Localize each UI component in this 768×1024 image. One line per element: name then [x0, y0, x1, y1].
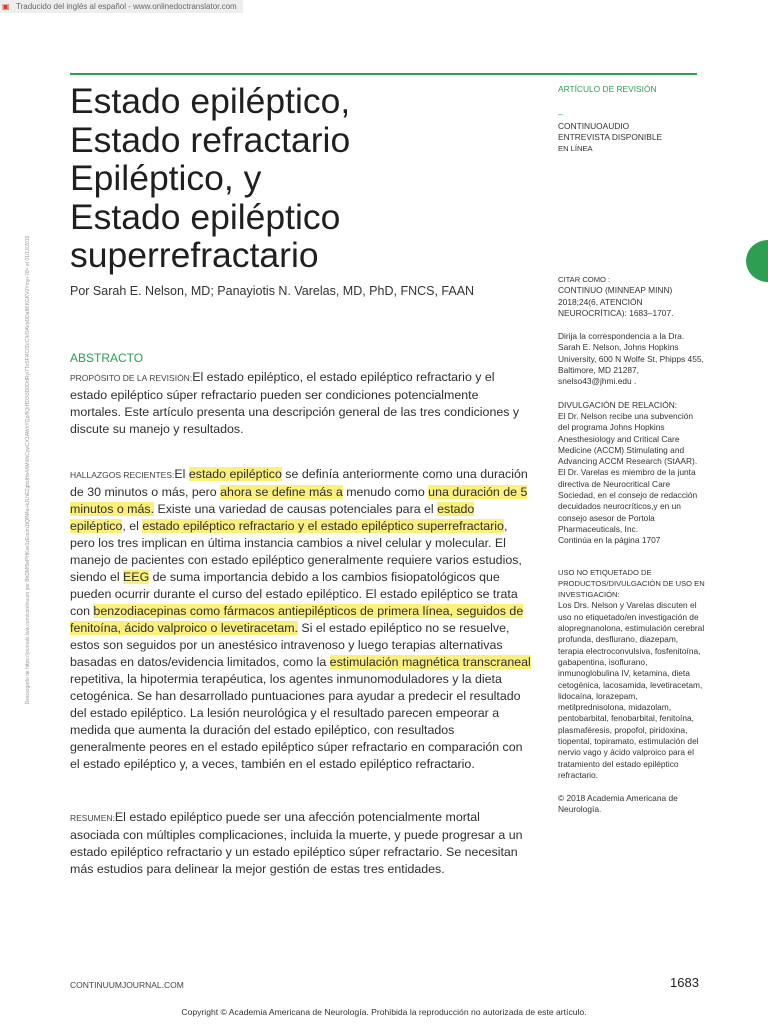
page-copyright: Copyright © Academia Americana de Neurología. Prohibida la reproducción no autorizada de este artículo.: [181, 1007, 587, 1017]
sidebar-copyright: © 2018 Academia Americana de Neurología.: [558, 793, 678, 815]
highlighted-text: estado epiléptico: [70, 502, 475, 533]
article-type-block: [558, 84, 706, 154]
audio-interview-link[interactable]: [558, 121, 706, 155]
findings-segment: El: [174, 467, 189, 481]
highlighted-text: estimulación magnética transcraneal: [329, 655, 531, 669]
offlabel-label: USO NO ETIQUETADO DE PRODUCTOS/DIVULGACIÓN DE USO EN INVESTIGACIÓN:: [558, 567, 705, 600]
findings-label: HALLAZGOS RECIENTES:: [70, 470, 175, 480]
highlighted-text: EEG: [123, 570, 150, 584]
abstract-section: [70, 350, 532, 906]
article-title: [70, 82, 540, 275]
audio-line-1: CONTINUOAUDIO: [558, 120, 630, 131]
highlighted-text: ahora se define más a: [220, 485, 343, 499]
title-line: Estado epiléptico,: [70, 81, 351, 121]
audio-dash: –: [558, 109, 563, 120]
highlighted-text: estado epiléptico refractario y el estado epiléptico superrefractario: [142, 519, 504, 533]
page-number: 1683: [670, 975, 699, 990]
green-side-tab: [746, 240, 768, 282]
abstract-heading: ABSTRACTO: [70, 351, 144, 365]
highlighted-text: una duración de 5 minutos o más.: [70, 485, 528, 516]
audio-line-2: ENTREVISTA DISPONIBLE: [558, 131, 663, 142]
disclosure-text: El Dr. Nelson recibe una subvención del programa Johns Hopkins Anesthesiology and Critical Care Medicine (ACCM) Stimulating and Advancing ACCM Research (StAAR). El Dr. Varelas es miembro de la junta directiva de Neurocritical Care Sociedad, en el consejo de redacción decuidados neurocríticos,y en un consejo asesor de Portola Pharmaceuticals, Inc.: [558, 410, 698, 534]
summary-paragraph: [70, 809, 532, 878]
title-line: Epiléptico, y: [70, 158, 262, 198]
cite-label: CITAR COMO :: [558, 275, 611, 284]
translator-note: Traducido del inglés al español - www.onlinedoctranslator.com: [16, 2, 237, 11]
summary-text: El estado epiléptico puede ser una afección potencialmente mortal asociada con múltiples complicaciones, incluida la muerte, y puede progresar a un estado epiléptico refractario y un estado epiléptico súper refractario. Se necesitan más estudios para delinear la mejor gestión de estas tres entidades.: [70, 810, 523, 876]
findings-segment: menudo como: [342, 485, 429, 499]
findings-segment: de suma importancia debido a los cambios fisiopatológicos que pueden ocurrir durante el curso del estado epiléptico. El estado epiléptico se trata con: [70, 570, 518, 618]
findings-segment: Si el estado epiléptico no se resuelve, estos son seguidos por un anestésico intravenoso y luego terapias alternativas basadas en datos/evidencia limitados, como la: [70, 621, 510, 669]
author-line: Por Sarah E. Nelson, MD; Panayiotis N. Varelas, MD, PhD, FNCS, FAAN: [70, 284, 475, 298]
findings-segment: repetitiva, la hipotermia terapéutica, los agentes inmunomoduladores y la dieta cetogénica. Se han desarrollado puntuaciones para ayudar a predecir el resultado del estado epiléptico. La lesión neurológica y el resultado parecen empeorar a medida que aumenta la duración del estado epiléptico, con resultados generalmente peores en el estado epiléptico súper refractario en comparación con el estado epiléptico y, a veces, también en el estado epiléptico refractario.: [70, 672, 523, 771]
purpose-text: El estado epiléptico, el estado epiléptico refractario y el estado epiléptico súper refractario pueden ser condiciones potencialmente mortales. Este artículo presenta una descripción general de las tres condiciones y discute su manejo y resultados.: [70, 370, 520, 436]
highlighted-text: benzodiacepinas como fármacos antiepilépticos de primera línea, seguidos de fenitoína, ácido valproico o levetiracetam.: [70, 604, 524, 635]
translator-banner[interactable]: [0, 0, 243, 13]
findings-segment: , el: [122, 519, 143, 533]
summary-label: RESUMEN:: [70, 813, 115, 823]
pdf-translator-icon: ▣: [2, 2, 10, 11]
purpose-label: PROPÓSITO DE LA REVISIÓN:: [70, 373, 193, 383]
cite-text: CONTINUO (MINNEAP MINN) 2018;24(6, ATENCIÓN NEUROCRÍTICA): 1683–1707.: [558, 285, 674, 318]
purpose-paragraph: [70, 369, 532, 438]
correspondence-text: Dirija la correspondencia a la Dra. Sarah E. Nelson, Johns Hopkins University, 600 N Wolfe St, Phipps 455, Baltimore, MD 21287, snelso43@jhmi.edu .: [558, 331, 704, 387]
title-line: Estado refractario: [70, 119, 351, 160]
findings-paragraph: [70, 466, 532, 773]
continues-note: Continúa en la página 1707: [558, 535, 661, 546]
citation-block: [558, 274, 706, 816]
offlabel-text: Los Drs. Nelson y Varelas discuten el uso no etiquetado/en investigación de alopregnanolona, estimulación cerebral profunda, desflurano, diazepam, terapia electroconvulsiva, fosfenitoína, gabapentina, isoflurano, inmunoglobulina IV, ketamina, dieta cetogénica, lacosamida, levetiracetam, lidocaína, lorazepam, metilprednisolona, midazolam, pentobarbital, fenobarbital, fenitoína, plasmaféresis, propofol, piridoxina, tiopental, topiramato, estimulación del nervio vago y ácido valproico para el tratamiento del estado epiléptico refractario.: [558, 600, 705, 780]
download-watermark: Descargado de https://journals.lww.com/continuum por BhDMf5ePHKav1zEoum1tQfN4a+kJLhEZgbsIHo4XMi0hCywCX1AWnYQp/IlQrHD3i3D0OdRyi7TvSFl4Cf3VC4/OAVpDDa8KKGKV0Ymy+78= el 01/13/2019: [25, 235, 31, 705]
findings-segment: Existe una variedad de causas potenciales para el: [154, 502, 438, 516]
journal-url[interactable]: CONTINUUMJOURNAL.COM: [70, 980, 184, 990]
findings-text: [70, 467, 531, 771]
disclosure-label: DIVULGACIÓN DE RELACIÓN:: [558, 399, 678, 410]
audio-line-3: EN LÍNEA: [558, 144, 593, 154]
highlighted-text: estado epiléptico: [188, 467, 282, 481]
findings-segment: se definía anteriormente como una duración de 30 minutos o más, pero: [70, 467, 528, 499]
title-line: superrefractario: [70, 235, 319, 275]
header-rule: [70, 73, 697, 75]
findings-segment: , pero los tres implican en última instancia cambios a nivel celular y molecular. El manejo de pacientes con estado epiléptico generalmente requiere varios estudios, siendo el: [70, 519, 522, 584]
title-line: Estado epiléptico: [70, 196, 341, 237]
article-type-label: ARTÍCULO DE REVISIÓN: [558, 84, 657, 94]
